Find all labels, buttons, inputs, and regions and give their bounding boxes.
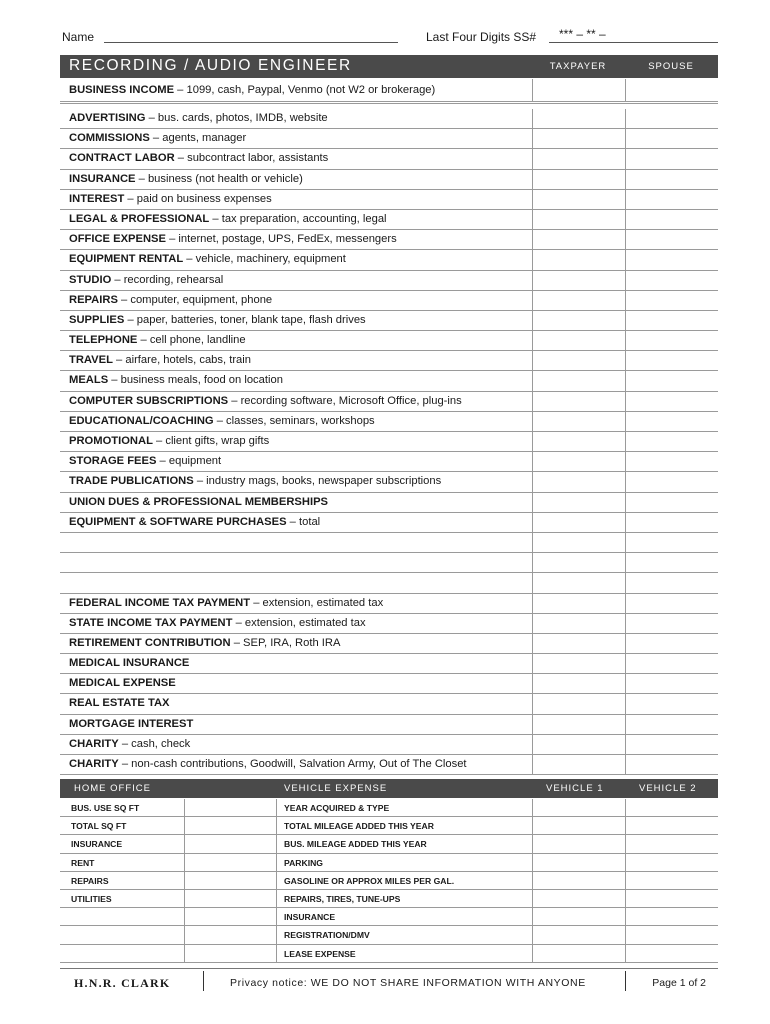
expense-row-label: EQUIPMENT RENTAL – vehicle, machinery, equipment bbox=[69, 253, 346, 266]
expense-row bbox=[60, 634, 718, 654]
expense-row bbox=[60, 472, 718, 492]
taxpayer-cell[interactable] bbox=[532, 149, 533, 168]
vehicle1-cell[interactable] bbox=[532, 908, 533, 925]
home-office-value-cell[interactable] bbox=[184, 835, 185, 852]
taxpayer-cell[interactable] bbox=[532, 109, 533, 128]
income-section bbox=[60, 79, 718, 104]
spouse-cell[interactable] bbox=[625, 472, 626, 491]
vehicle-item: LEASE EXPENSE bbox=[284, 948, 356, 959]
home-vehicle-row bbox=[60, 817, 718, 835]
expense-row-label: SUPPLIES – paper, batteries, toner, blank tape, flash drives bbox=[69, 313, 366, 326]
spouse-cell[interactable] bbox=[625, 594, 626, 613]
vehicle-label-divider bbox=[276, 799, 277, 816]
expense-row-label: CHARITY – cash, check bbox=[69, 737, 191, 750]
taxpayer-cell[interactable] bbox=[532, 452, 533, 471]
vehicle1-cell[interactable] bbox=[532, 926, 533, 943]
expense-row bbox=[60, 533, 718, 553]
vehicle-item: PARKING bbox=[284, 857, 323, 868]
vehicle-item: REPAIRS, TIRES, TUNE-UPS bbox=[284, 893, 401, 904]
name-label: Name bbox=[62, 30, 95, 44]
taxpayer-cell[interactable] bbox=[532, 493, 533, 512]
expense-row bbox=[60, 291, 718, 311]
expense-row bbox=[60, 694, 718, 714]
taxpayer-cell[interactable] bbox=[532, 392, 533, 411]
expense-row-label: TRAVEL – airfare, hotels, cabs, train bbox=[69, 354, 251, 367]
expense-row bbox=[60, 149, 718, 169]
taxpayer-cell[interactable] bbox=[532, 129, 533, 148]
home-office-value-cell[interactable] bbox=[184, 854, 185, 871]
spouse-column-header: SPOUSE bbox=[648, 61, 694, 72]
taxpayer-cell[interactable] bbox=[532, 351, 533, 370]
name-field[interactable] bbox=[104, 42, 398, 43]
vehicle-label-divider bbox=[276, 890, 277, 907]
taxpayer-cell[interactable] bbox=[532, 594, 533, 613]
taxpayer-column-header: TAXPAYER bbox=[549, 61, 607, 72]
expense-row-label: REAL ESTATE TAX bbox=[69, 697, 170, 710]
home-office-value-cell[interactable] bbox=[184, 926, 185, 943]
vehicle2-cell[interactable] bbox=[625, 908, 626, 925]
taxpayer-cell[interactable] bbox=[532, 250, 533, 269]
home-office-value-cell[interactable] bbox=[184, 908, 185, 925]
vehicle1-cell[interactable] bbox=[532, 854, 533, 871]
vehicle2-cell[interactable] bbox=[625, 817, 626, 834]
expense-row bbox=[60, 331, 718, 351]
spouse-cell[interactable] bbox=[625, 674, 626, 693]
spouse-cell[interactable] bbox=[625, 149, 626, 168]
vehicle2-cell[interactable] bbox=[625, 854, 626, 871]
spouse-cell[interactable] bbox=[625, 210, 626, 229]
spouse-cell[interactable] bbox=[625, 170, 626, 189]
expense-row-label: INSURANCE – business (not health or vehicle) bbox=[69, 172, 303, 185]
taxpayer-cell[interactable] bbox=[532, 513, 533, 532]
taxpayer-cell[interactable] bbox=[532, 472, 533, 491]
expense-row-label: PROMOTIONAL – client gifts, wrap gifts bbox=[69, 435, 270, 447]
expense-row bbox=[60, 311, 718, 331]
expense-row bbox=[60, 109, 718, 129]
vehicle2-cell[interactable] bbox=[625, 890, 626, 907]
taxpayer-cell[interactable] bbox=[532, 533, 533, 552]
spouse-cell[interactable] bbox=[625, 79, 626, 101]
taxpayer-cell[interactable] bbox=[532, 170, 533, 189]
vehicle-label-divider bbox=[276, 817, 277, 834]
expense-row bbox=[60, 735, 718, 755]
spouse-cell[interactable] bbox=[625, 755, 626, 774]
expense-row bbox=[60, 594, 718, 614]
expense-row-label: TRADE PUBLICATIONS – industry mags, books, newspaper subscriptions bbox=[69, 475, 442, 488]
expense-row bbox=[60, 129, 718, 149]
home-office-item: BUS. USE SQ FT bbox=[71, 803, 140, 813]
home-vehicle-row bbox=[60, 799, 718, 817]
vehicle-label-divider bbox=[276, 926, 277, 943]
spouse-cell[interactable] bbox=[625, 553, 626, 572]
spouse-cell[interactable] bbox=[625, 452, 626, 471]
home-office-value-cell[interactable] bbox=[184, 890, 185, 907]
taxpayer-cell[interactable] bbox=[532, 371, 533, 390]
expense-row bbox=[60, 230, 718, 250]
vehicle2-cell[interactable] bbox=[625, 872, 626, 889]
expense-row bbox=[60, 170, 718, 190]
home-office-header: HOME OFFICE bbox=[74, 783, 151, 794]
spouse-cell[interactable] bbox=[625, 412, 626, 431]
taxpayer-cell[interactable] bbox=[532, 291, 533, 310]
taxpayer-cell[interactable] bbox=[532, 694, 533, 713]
spouse-cell[interactable] bbox=[625, 230, 626, 249]
home-vehicle-row bbox=[60, 890, 718, 908]
spouse-cell[interactable] bbox=[625, 311, 626, 330]
footer-divider bbox=[203, 971, 204, 991]
expense-row-label: COMPUTER SUBSCRIPTIONS – recording software, Microsoft Office, plug-ins bbox=[69, 394, 462, 407]
expense-row-label: FEDERAL INCOME TAX PAYMENT – extension, estimated tax bbox=[69, 596, 384, 609]
spouse-cell[interactable] bbox=[625, 694, 626, 713]
spouse-cell[interactable] bbox=[625, 271, 626, 290]
name-ssn-bar bbox=[62, 28, 718, 46]
spouse-cell[interactable] bbox=[625, 715, 626, 734]
income-row-label: BUSINESS INCOME – 1099, cash, Paypal, Venmo (not W2 or brokerage) bbox=[69, 84, 436, 96]
taxpayer-cell[interactable] bbox=[532, 755, 533, 774]
home-office-item: REPAIRS bbox=[71, 875, 109, 886]
taxpayer-cell[interactable] bbox=[532, 614, 533, 633]
home-office-vehicle-table bbox=[60, 799, 718, 963]
spouse-cell[interactable] bbox=[625, 109, 626, 128]
expense-row bbox=[60, 513, 718, 533]
expense-row-label: STUDIO – recording, rehearsal bbox=[69, 273, 224, 286]
expense-row-label: STATE INCOME TAX PAYMENT – extension, estimated tax bbox=[69, 616, 366, 629]
vehicle-item: GASOLINE OR APPROX MILES PER GAL. bbox=[284, 875, 455, 886]
expense-row bbox=[60, 674, 718, 694]
ssn-label: Last Four Digits SS# bbox=[426, 30, 537, 44]
taxpayer-cell[interactable] bbox=[532, 553, 533, 572]
expense-row bbox=[60, 654, 718, 674]
taxpayer-cell[interactable] bbox=[532, 432, 533, 451]
vehicle1-header: VEHICLE 1 bbox=[546, 783, 604, 794]
expense-row-label: TELEPHONE – cell phone, landline bbox=[69, 334, 246, 347]
spouse-cell[interactable] bbox=[625, 614, 626, 633]
expense-row-label: OFFICE EXPENSE – internet, postage, UPS, FedEx, messengers bbox=[69, 233, 397, 246]
vehicle1-cell[interactable] bbox=[532, 872, 533, 889]
vehicle-label-divider bbox=[276, 835, 277, 852]
taxpayer-cell[interactable] bbox=[532, 715, 533, 734]
taxpayer-cell[interactable] bbox=[532, 190, 533, 209]
vehicle1-cell[interactable] bbox=[532, 799, 533, 816]
brand-logo: H.N.R. CLARK bbox=[74, 976, 171, 990]
ssn-field[interactable] bbox=[549, 42, 718, 43]
taxpayer-cell[interactable] bbox=[532, 79, 533, 101]
spouse-cell[interactable] bbox=[625, 291, 626, 310]
taxpayer-cell[interactable] bbox=[532, 573, 533, 592]
vehicle-label-divider bbox=[276, 908, 277, 925]
spouse-cell[interactable] bbox=[625, 573, 626, 592]
home-vehicle-row bbox=[60, 945, 718, 963]
expense-row bbox=[60, 553, 718, 573]
expense-row bbox=[60, 210, 718, 230]
vehicle2-cell[interactable] bbox=[625, 945, 626, 962]
expense-row-label: STORAGE FEES – equipment bbox=[69, 455, 222, 468]
expense-table bbox=[60, 109, 718, 775]
home-office-item: UTILITIES bbox=[71, 893, 112, 904]
spouse-cell[interactable] bbox=[625, 533, 626, 552]
expense-row bbox=[60, 715, 718, 735]
taxpayer-cell[interactable] bbox=[532, 674, 533, 693]
spouse-cell[interactable] bbox=[625, 129, 626, 148]
spouse-cell[interactable] bbox=[625, 250, 626, 269]
expense-row bbox=[60, 190, 718, 210]
expense-row bbox=[60, 573, 718, 593]
ssn-mask: *** – ** – bbox=[559, 27, 606, 41]
expense-row-label: MORTGAGE INTEREST bbox=[69, 717, 194, 730]
vehicle-label-divider bbox=[276, 945, 277, 962]
vehicle2-cell[interactable] bbox=[625, 926, 626, 943]
taxpayer-cell[interactable] bbox=[532, 230, 533, 249]
section-band bbox=[60, 779, 718, 798]
spouse-cell[interactable] bbox=[625, 432, 626, 451]
spouse-cell[interactable] bbox=[625, 493, 626, 512]
income-row bbox=[60, 79, 718, 104]
expense-row-label: LEGAL & PROFESSIONAL – tax preparation, accounting, legal bbox=[69, 212, 387, 225]
footer-divider bbox=[625, 971, 626, 991]
vehicle1-cell[interactable] bbox=[532, 835, 533, 852]
expense-row-label: UNION DUES & PROFESSIONAL MEMBERSHIPS bbox=[69, 495, 329, 508]
expense-row bbox=[60, 452, 718, 472]
expense-row-label: MEALS – business meals, food on location bbox=[69, 374, 283, 387]
vehicle-item: BUS. MILEAGE ADDED THIS YEAR bbox=[284, 839, 427, 850]
spouse-cell[interactable] bbox=[625, 634, 626, 653]
expense-row bbox=[60, 250, 718, 270]
expense-row-label: MEDICAL EXPENSE bbox=[69, 677, 176, 690]
home-vehicle-row bbox=[60, 835, 718, 853]
home-office-value-cell[interactable] bbox=[184, 872, 185, 889]
vehicle1-cell[interactable] bbox=[532, 945, 533, 962]
vehicle2-cell[interactable] bbox=[625, 799, 626, 816]
vehicle-item: TOTAL MILEAGE ADDED THIS YEAR bbox=[284, 821, 434, 832]
expense-row-label: EQUIPMENT & SOFTWARE PURCHASES – total bbox=[69, 515, 321, 528]
home-office-item: RENT bbox=[71, 857, 95, 868]
taxpayer-cell[interactable] bbox=[532, 311, 533, 330]
vehicle2-cell[interactable] bbox=[625, 835, 626, 852]
spouse-cell[interactable] bbox=[625, 513, 626, 532]
expense-row bbox=[60, 493, 718, 513]
expense-row-label: RETIREMENT CONTRIBUTION – SEP, IRA, Roth IRA bbox=[69, 636, 341, 649]
spouse-cell[interactable] bbox=[625, 392, 626, 411]
expense-row-label: COMMISSIONS – agents, manager bbox=[69, 132, 247, 145]
home-office-item: TOTAL SQ FT bbox=[71, 821, 127, 832]
spouse-cell[interactable] bbox=[625, 190, 626, 209]
home-vehicle-row bbox=[60, 872, 718, 890]
taxpayer-cell[interactable] bbox=[532, 412, 533, 431]
vehicle-label-divider bbox=[276, 854, 277, 871]
expense-row bbox=[60, 412, 718, 432]
vehicle-label-divider bbox=[276, 872, 277, 889]
page-title: RECORDING / AUDIO ENGINEER bbox=[69, 57, 352, 74]
expense-row bbox=[60, 371, 718, 391]
taxpayer-cell[interactable] bbox=[532, 271, 533, 290]
taxpayer-cell[interactable] bbox=[532, 735, 533, 754]
spouse-cell[interactable] bbox=[625, 654, 626, 673]
taxpayer-cell[interactable] bbox=[532, 634, 533, 653]
home-vehicle-row bbox=[60, 908, 718, 926]
expense-row bbox=[60, 614, 718, 634]
page-number: Page 1 of 2 bbox=[652, 977, 706, 989]
expense-row-label: CONTRACT LABOR – subcontract labor, assistants bbox=[69, 152, 329, 165]
vehicle1-cell[interactable] bbox=[532, 890, 533, 907]
vehicle2-header: VEHICLE 2 bbox=[639, 783, 697, 794]
title-bar bbox=[60, 55, 718, 78]
vehicle1-cell[interactable] bbox=[532, 817, 533, 834]
expense-row-label: ADVERTISING – bus. cards, photos, IMDB, website bbox=[69, 112, 328, 124]
footer bbox=[60, 968, 718, 993]
vehicle-item: REGISTRATION/DMV bbox=[284, 930, 370, 941]
expense-row-label: MEDICAL INSURANCE bbox=[69, 657, 190, 670]
expense-row-label: EDUCATIONAL/COACHING – classes, seminars, workshops bbox=[69, 414, 375, 427]
vehicle-expense-header: VEHICLE EXPENSE bbox=[284, 783, 388, 794]
home-office-item: INSURANCE bbox=[71, 839, 123, 850]
spouse-cell[interactable] bbox=[625, 735, 626, 754]
taxpayer-cell[interactable] bbox=[532, 210, 533, 229]
vehicle-item: YEAR ACQUIRED & TYPE bbox=[284, 803, 390, 813]
expense-row-label: INTEREST – paid on business expenses bbox=[69, 192, 272, 205]
expense-row bbox=[60, 271, 718, 291]
taxpayer-cell[interactable] bbox=[532, 654, 533, 673]
spouse-cell[interactable] bbox=[625, 331, 626, 350]
expense-row bbox=[60, 432, 718, 452]
spouse-cell[interactable] bbox=[625, 371, 626, 390]
expense-row-label: REPAIRS – computer, equipment, phone bbox=[69, 293, 273, 306]
home-office-value-cell[interactable] bbox=[184, 945, 185, 962]
expense-row bbox=[60, 755, 718, 775]
home-vehicle-row bbox=[60, 854, 718, 872]
expense-row-label: CHARITY – non-cash contributions, Goodwill, Salvation Army, Out of The Closet bbox=[69, 758, 467, 770]
taxpayer-cell[interactable] bbox=[532, 331, 533, 350]
vehicle-item: INSURANCE bbox=[284, 912, 336, 923]
home-office-value-cell[interactable] bbox=[184, 799, 185, 816]
expense-row bbox=[60, 392, 718, 412]
home-office-value-cell[interactable] bbox=[184, 817, 185, 834]
privacy-notice: Privacy notice: WE DO NOT SHARE INFORMATION WITH ANYONE bbox=[230, 977, 586, 989]
spouse-cell[interactable] bbox=[625, 351, 626, 370]
home-vehicle-row bbox=[60, 926, 718, 944]
expense-row bbox=[60, 351, 718, 371]
